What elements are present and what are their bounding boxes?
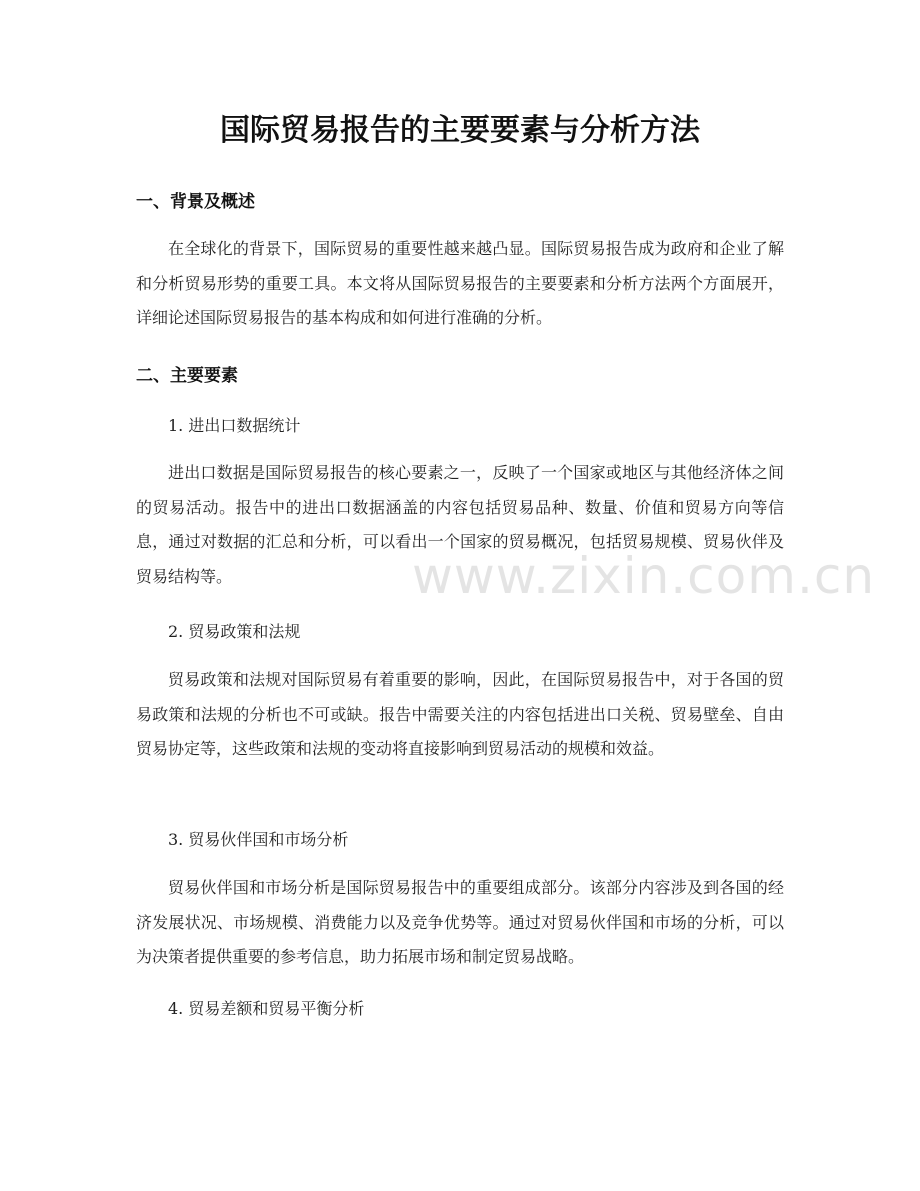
document-title: 国际贸易报告的主要要素与分析方法 <box>220 113 700 148</box>
item-label-partner-market: 3. 贸易伙伴国和市场分析 <box>168 830 349 849</box>
section-heading-background: 一、背景及概述 <box>136 192 255 212</box>
paragraph-background: 在全球化的背景下，国际贸易的重要性越来越凸显。国际贸易报告成为政府和企业了解和分析贸易形势的重要工具。本文将从国际贸易报告的主要要素和分析方法两个方面展开，详细论述国际贸易报告的基本构成和如何进行准确的分析。 <box>136 239 784 327</box>
item-label-trade-data: 1. 进出口数据统计 <box>168 416 301 435</box>
paragraph-partner-market: 贸易伙伴国和市场分析是国际贸易报告中的重要组成部分。该部分内容涉及到各国的经济发展状况、市场规模、消费能力以及竞争优势等。通过对贸易伙伴国和市场的分析，可以为决策者提供重要的参考信息，助力拓展市场和制定贸易战略。 <box>136 878 784 966</box>
paragraph-trade-data: 进出口数据是国际贸易报告的核心要素之一，反映了一个国家或地区与其他经济体之间的贸易活动。报告中的进出口数据涵盖的内容包括贸易品种、数量、价值和贸易方向等信息，通过对数据的汇总和分析，可以看出一个国家的贸易概况，包括贸易规模、贸易伙伴及贸易结构等。 <box>136 463 784 586</box>
item-label-trade-policy: 2. 贸易政策和法规 <box>168 622 301 641</box>
item-label-trade-balance: 4. 贸易差额和贸易平衡分析 <box>168 999 365 1018</box>
section-heading-main-elements: 二、主要要素 <box>136 366 238 386</box>
watermark: www.zixin.com.cn <box>412 547 876 605</box>
paragraph-trade-policy: 贸易政策和法规对国际贸易有着重要的影响，因此，在国际贸易报告中，对于各国的贸易政策和法规的分析也不可或缺。报告中需要关注的内容包括进出口关税、贸易壁垒、自由贸易协定等，这些政策和法规的变动将直接影响到贸易活动的规模和效益。 <box>136 670 784 758</box>
